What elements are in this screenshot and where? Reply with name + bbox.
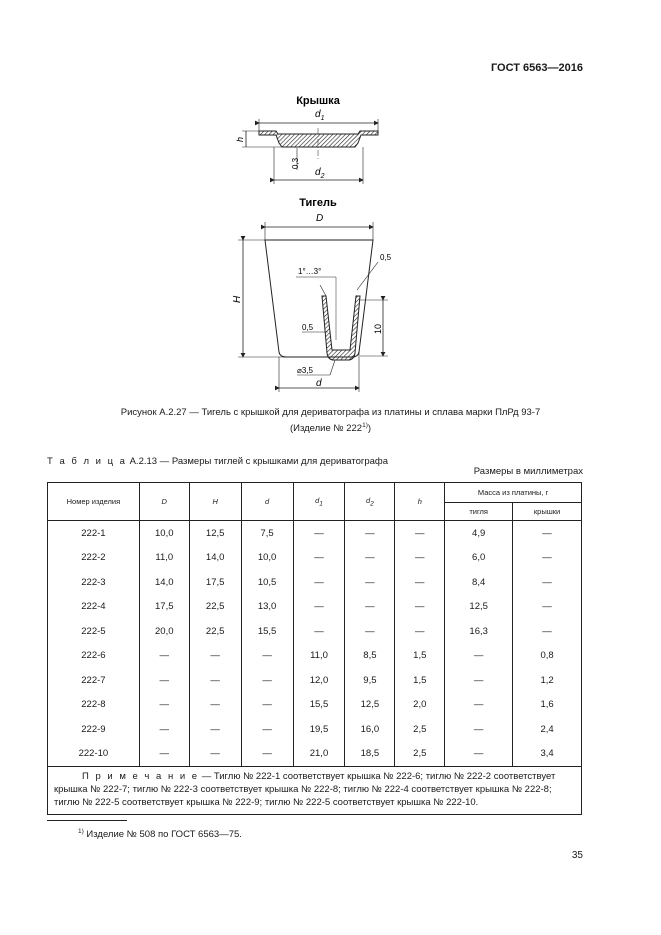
table-cell: 222-2 (48, 546, 140, 571)
table-cell: — (345, 521, 395, 546)
table-cell: 222-6 (48, 644, 140, 669)
table-cell: 0,8 (513, 644, 582, 669)
lid-d2-label: $d_2$ (315, 167, 325, 180)
table-cell: — (241, 742, 293, 767)
crucible-d-label: d (316, 378, 322, 389)
table-cell: 222-4 (48, 595, 140, 620)
table-cell: — (293, 570, 345, 595)
table-row (48, 546, 582, 571)
table-cell: 7,5 (241, 521, 293, 546)
table-cell: 16,3 (445, 619, 513, 644)
page-number: 35 (571, 850, 583, 861)
table-cell: — (513, 595, 582, 620)
table-cell: 13,0 (241, 595, 293, 620)
table-cell: 17,5 (139, 595, 189, 620)
crucible-H-label: H (232, 295, 243, 303)
table-cell: — (189, 742, 241, 767)
table-cell: 19,5 (293, 717, 345, 742)
figure-caption-line2: (Изделие № 222$^{1)}$) (289, 422, 372, 435)
header-mass-lid: крышки (513, 503, 582, 521)
lid-thickness-label: 0,3 (291, 157, 300, 169)
table-row (48, 570, 582, 595)
table-cell: 1,5 (395, 644, 445, 669)
figure-caption (60, 406, 601, 435)
dimensions-table (47, 482, 582, 815)
table-cell: — (293, 546, 345, 571)
table-cell: — (395, 595, 445, 620)
header-d: d (241, 483, 293, 521)
lid-d1-label: $d_1$ (315, 109, 325, 122)
table-cell: 20,0 (139, 619, 189, 644)
table-cell: — (395, 570, 445, 595)
table-cell: — (513, 546, 582, 571)
table-cell: 15,5 (293, 693, 345, 718)
table-cell: 222-5 (48, 619, 140, 644)
footnote-separator (47, 820, 127, 821)
table-row (48, 668, 582, 693)
table-cell: 11,0 (293, 644, 345, 669)
table-cell: 6,0 (445, 546, 513, 571)
table-cell: 222-10 (48, 742, 140, 767)
table-cell: — (189, 693, 241, 718)
header-h: h (395, 483, 445, 521)
table-cell: — (513, 521, 582, 546)
table-cell: 18,5 (345, 742, 395, 767)
header-item: Номер изделия (48, 483, 140, 521)
table-cell: 10,5 (241, 570, 293, 595)
crucible-radius-label: ⌀3,5 (297, 366, 313, 375)
table-cell: — (139, 742, 189, 767)
crucible-title: Тигель (299, 197, 337, 209)
table-cell: — (241, 668, 293, 693)
table-cell: 222-1 (48, 521, 140, 546)
table-row (48, 644, 582, 669)
table-cell: — (293, 619, 345, 644)
table-cell: — (139, 693, 189, 718)
table-cell: 2,5 (395, 742, 445, 767)
table-cell: 17,5 (189, 570, 241, 595)
crucible-wall-inner-label: 0,5 (302, 323, 314, 332)
table-cell: — (345, 570, 395, 595)
table-cell: 1,2 (513, 668, 582, 693)
table-cell: 9,5 (345, 668, 395, 693)
table-cell: 222-8 (48, 693, 140, 718)
header-d1: $d_1$ (293, 483, 345, 521)
table-row (48, 693, 582, 718)
table-row (48, 742, 582, 767)
header-mass: Масса из платины, г (445, 483, 582, 503)
table-cell: 2,0 (395, 693, 445, 718)
header-H: H (189, 483, 241, 521)
table-cell: — (345, 595, 395, 620)
table-cell: 10,0 (241, 546, 293, 571)
table-cell: — (445, 644, 513, 669)
table-cell: — (345, 546, 395, 571)
table-cell: — (513, 570, 582, 595)
table-cell: 11,0 (139, 546, 189, 571)
table-cell: 15,5 (241, 619, 293, 644)
table-cell: 222-3 (48, 570, 140, 595)
table-cell: — (513, 619, 582, 644)
table-cell: — (445, 742, 513, 767)
table-cell: 12,5 (189, 521, 241, 546)
table-cell: 222-7 (48, 668, 140, 693)
crucible-10-label: 10 (373, 323, 383, 334)
table-cell: — (241, 717, 293, 742)
table-cell: 2,5 (395, 717, 445, 742)
header-d2: $d_2$ (345, 483, 395, 521)
table-cell: — (139, 644, 189, 669)
table-cell: — (189, 668, 241, 693)
table-cell: 14,0 (139, 570, 189, 595)
table-units: Размеры в миллиметрах (473, 466, 583, 477)
table-cell: 12,5 (445, 595, 513, 620)
crucible-angle-label: 1°…3° (298, 267, 322, 276)
figure-caption-line1: Рисунок А.2.27 — Тигель с крышкой для дериватографа из платины и сплава марки ПлРд 93-7 (120, 407, 541, 418)
header-mass-crucible: тигля (445, 503, 513, 521)
table-cell: — (189, 717, 241, 742)
table-cell: 8,4 (445, 570, 513, 595)
table-cell: — (445, 717, 513, 742)
table-cell: 21,0 (293, 742, 345, 767)
table-cell: 3,4 (513, 742, 582, 767)
table-cell: 8,5 (345, 644, 395, 669)
table-row (48, 619, 582, 644)
table-cell: 14,0 (189, 546, 241, 571)
lid-profile (259, 131, 378, 147)
table-cell: — (445, 693, 513, 718)
table-cell: — (241, 693, 293, 718)
crucible-body (265, 240, 373, 360)
table-cell: — (293, 595, 345, 620)
crucible-D-label: D (316, 213, 324, 224)
table-cell: — (395, 619, 445, 644)
crucible-wall-top-label: 0,5 (380, 253, 392, 262)
table-cell: — (139, 717, 189, 742)
table-cell: — (395, 521, 445, 546)
table-cell: 12,0 (293, 668, 345, 693)
table-cell: — (189, 644, 241, 669)
lid-h-label: h (235, 136, 245, 142)
table-row (48, 595, 582, 620)
table-cell: 16,0 (345, 717, 395, 742)
table-cell: 22,5 (189, 595, 241, 620)
table-cell: — (241, 644, 293, 669)
table-cell: 4,9 (445, 521, 513, 546)
table-caption: Т а б л и ц а А.2.13 — Размеры тиглей с крышками для дериватографа (47, 456, 389, 467)
table-cell: 2,4 (513, 717, 582, 742)
table-cell: — (293, 521, 345, 546)
table-cell: — (395, 546, 445, 571)
table-row (48, 521, 582, 546)
crucible-drawing (0, 0, 661, 400)
table-cell: — (445, 668, 513, 693)
lid-title: Крышка (296, 95, 340, 107)
table-row (48, 717, 582, 742)
standard-number: ГОСТ 6563—2016 (490, 62, 583, 74)
table-note: П р и м е ч а н и е — Тиглю № 222-1 соответствует крышка № 222-6; тиглю № 222-2 соответствует крышка № 222-7; тиглю № 222-3 соответствует крышка № 222-8; тиглю № 222-4 соответствует крышка № 222-8; тиглю № 222-5 соответствует крышка № 222-9; тиглю № 222-5 соответствует крышка № 222-10. (48, 767, 582, 815)
footnote: $^{1)}$ Изделие № 508 по ГОСТ 6563—75. (78, 828, 242, 841)
table-cell: 1,6 (513, 693, 582, 718)
table-cell: 10,0 (139, 521, 189, 546)
table-cell: 222-9 (48, 717, 140, 742)
table-cell: 22,5 (189, 619, 241, 644)
table-cell: — (139, 668, 189, 693)
table-cell: 1,5 (395, 668, 445, 693)
header-D: D (139, 483, 189, 521)
table-cell: 12,5 (345, 693, 395, 718)
table-cell: — (345, 619, 395, 644)
